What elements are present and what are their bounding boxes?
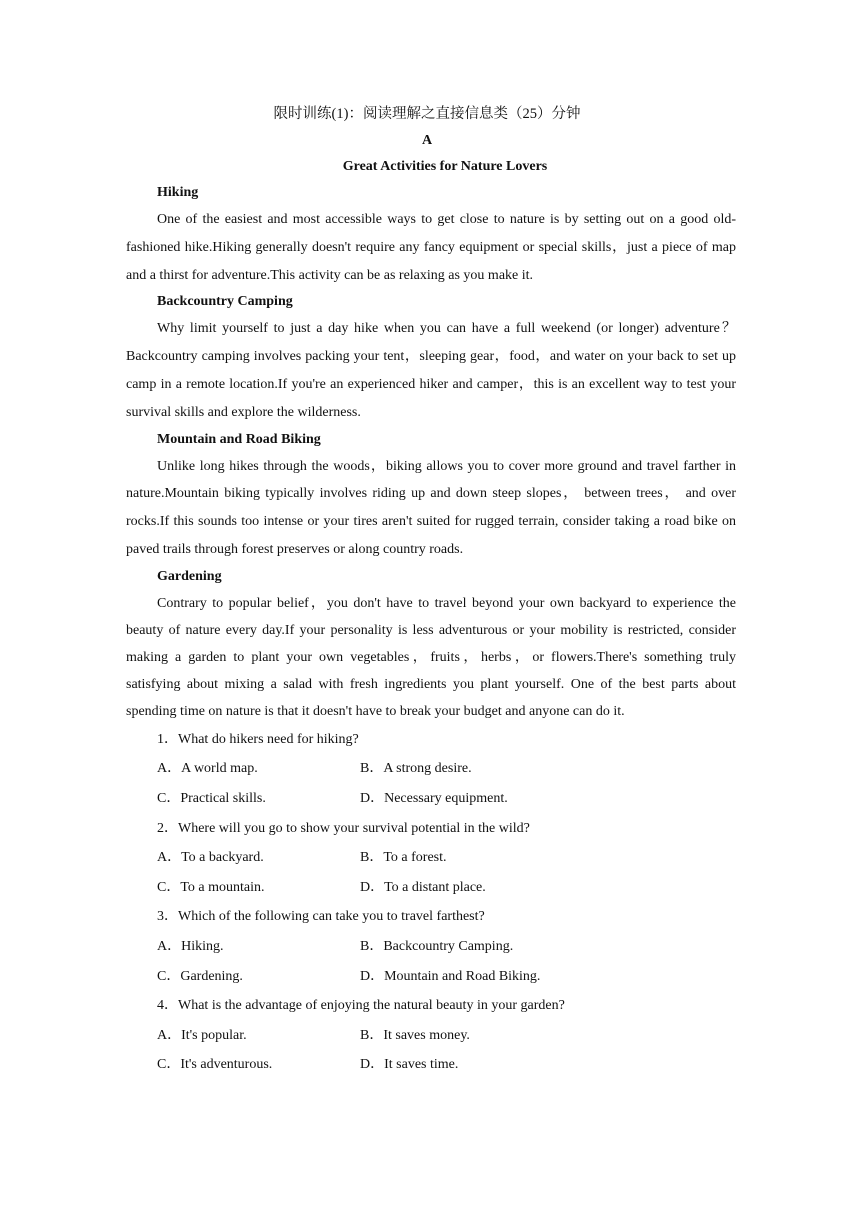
option-row: [126, 1021, 736, 1051]
section-heading: Mountain and Road Biking: [157, 431, 321, 447]
option-c[interactable]: C．Practical skills.: [157, 790, 266, 806]
option-a[interactable]: A．Hiking.: [157, 938, 224, 954]
option-c[interactable]: C．It's adventurous.: [157, 1057, 273, 1073]
option-row: [126, 784, 736, 814]
question-stem: 2．Where will you go to show your survival potential in the wild?: [157, 820, 530, 836]
section-gardening: [126, 564, 736, 725]
section-mountain-road-biking: [126, 427, 736, 564]
section-hiking: [126, 180, 736, 289]
section-paragraph: Why limit yourself to just a day hike when you can have a full weekend (or longer) adventure？Backcountry camping involves packing your tent，sleeping gear，food，and water on your back to set up camp in a remote location.If you're an experienced hiker and camper，this is an excellent way to test your survival skills and explore the wilderness.: [126, 321, 736, 420]
question-2: [126, 814, 736, 903]
option-d[interactable]: D．To a distant place.: [360, 879, 486, 895]
option-c[interactable]: C．To a mountain.: [157, 879, 265, 895]
option-a[interactable]: A．A world map.: [157, 761, 258, 777]
option-row: [126, 754, 736, 784]
option-b[interactable]: B．To a forest.: [360, 850, 447, 866]
document-page: [126, 100, 736, 1080]
section-backcountry-camping: [126, 289, 736, 426]
option-b[interactable]: B．It saves money.: [360, 1027, 470, 1043]
option-d[interactable]: D．Mountain and Road Biking.: [360, 968, 541, 984]
question-4: [126, 991, 736, 1080]
option-a[interactable]: A．It's popular.: [157, 1027, 247, 1043]
section-paragraph: Contrary to popular belief，you don't have to travel beyond your own backyard to experience the beauty of nature every day.If your personality is less adventurous or your mobility is restricted, consider making a garden to plant your own vegetables，fruits，herbs，or flowers.There's something truly satisfying about mixing a salad with fresh ingredients you plant yourself. One of the best parts about spending time on nature is that it doesn't have to break your budget and anyone can do it.: [126, 595, 736, 719]
option-b[interactable]: B．A strong desire.: [360, 761, 472, 777]
option-row: [126, 962, 736, 992]
option-row: [126, 843, 736, 873]
section-paragraph: Unlike long hikes through the woods，biking allows you to cover more ground and travel farther in nature.Mountain biking typically involves riding up and down steep slopes， between trees， and over rocks.If this sounds too intense or your tires aren't suited for rugged terrain, consider taking a road bike on paved trails through forest preserves or along country roads.: [126, 458, 736, 557]
option-row: [126, 932, 736, 962]
section-heading: Hiking: [157, 185, 199, 200]
passage-label: A: [421, 133, 433, 148]
option-row: [126, 873, 736, 903]
question-1: [126, 725, 736, 814]
option-d[interactable]: D．Necessary equipment.: [360, 790, 508, 806]
section-heading: Gardening: [157, 568, 222, 584]
question-stem: 4．What is the advantage of enjoying the natural beauty in your garden?: [157, 998, 565, 1014]
option-row: [126, 1050, 736, 1080]
section-paragraph: One of the easiest and most accessible ways to get close to nature is by setting out on a good old-fashioned hike.Hiking generally doesn't require any fancy equipment or special skills，just a piece of map and a thirst for adventure.This activity can be as relaxing as you make it.: [126, 212, 736, 283]
passage-title: Great Activities for Nature Lovers: [342, 159, 548, 174]
question-stem: 3．Which of the following can take you to travel farthest?: [157, 909, 485, 925]
page-title: 限时训练(1)：阅读理解之直接信息类（25）分钟: [273, 106, 581, 122]
option-a[interactable]: A．To a backyard.: [157, 850, 264, 866]
question-3: [126, 902, 736, 991]
section-heading: Backcountry Camping: [157, 294, 293, 310]
option-c[interactable]: C．Gardening.: [157, 968, 243, 984]
option-d[interactable]: D．It saves time.: [360, 1057, 459, 1073]
question-stem: 1．What do hikers need for hiking?: [157, 731, 359, 747]
option-b[interactable]: B．Backcountry Camping.: [360, 938, 514, 954]
